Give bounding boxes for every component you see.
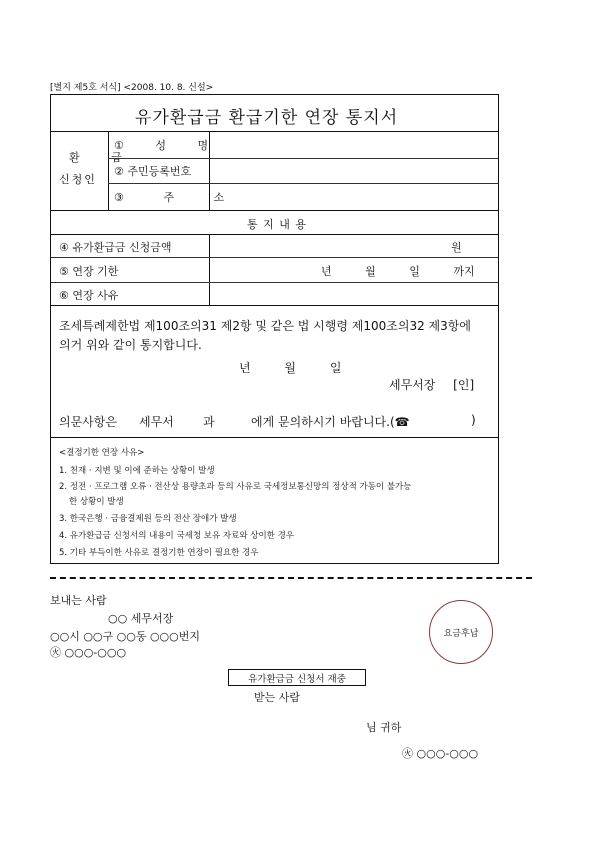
notice-col-divider (209, 234, 210, 305)
resident-no-field-label: ② 주민등록번호 (114, 165, 192, 178)
row-divider (51, 305, 498, 306)
applicant-label-line1: 환 급 (69, 151, 136, 164)
note-item: 4. 유가환급금 신청서의 내용이 국세청 보유 자료와 상이한 경우 (59, 531, 295, 541)
inquiry-close: ) (471, 413, 476, 427)
title-divider (51, 131, 498, 132)
cut-line (50, 577, 532, 579)
address-field-label: ③ 주 소 (114, 191, 225, 204)
inquiry-suffix: 에게 문의하시기 바랍니다.(☎ (251, 415, 410, 429)
sender-postcode: ㊋ ○○○-○○○ (50, 646, 127, 659)
form-header-note: [별지 제5호 서식] <2008. 10. 8. 신설> (50, 83, 214, 93)
resident-no-field[interactable] (211, 159, 497, 182)
reason-field[interactable] (211, 283, 497, 304)
note-item: 5. 기타 부득이한 사유로 결정기한 연장이 필요한 경우 (59, 548, 259, 558)
cover-label-text: 유가환급금 신청서 재중 (248, 673, 346, 685)
issuer-signature: 세무서장 [인] (389, 378, 475, 392)
recipient-honorific: 님 귀하 (366, 721, 402, 734)
deadline-value: 년 월 일 까지 (321, 265, 475, 278)
recipient-label: 받는 사람 (254, 691, 301, 704)
notes-divider (51, 437, 498, 438)
notice-body-line2: 의거 위와 같이 통지합니다. (59, 338, 202, 352)
sender-office: ○○ 세무서장 (108, 612, 174, 625)
row-divider (51, 210, 498, 211)
sender-label: 보내는 사람 (50, 594, 107, 607)
recipient-postcode: ㊋ ○○○-○○○ (402, 747, 479, 760)
note-item: 1. 천재 · 지변 및 이에 준하는 상황이 발생 (59, 466, 215, 476)
inquiry-prefix: 의문사항은 (59, 415, 117, 429)
notice-content-header: 통 지 내 용 (247, 218, 307, 231)
reason-label: ⑥ 연장 사유 (59, 289, 119, 302)
postage-stamp-text: 요금후납 (443, 628, 479, 639)
postage-stamp-circle (429, 600, 493, 664)
sender-address: ○○시 ○○구 ○○동 ○○○번지 (50, 630, 201, 643)
amount-label: ④ 유가환급금 신청금액 (59, 241, 172, 254)
deadline-label: ⑤ 연장 기한 (59, 265, 119, 278)
applicant-label-line2: 신청인 (59, 173, 97, 186)
note-item: 2. 정전 · 프로그램 오류 · 전산상 용량초과 등의 사유로 국세정보통신망의 정상적 가동이 불가능 (59, 482, 412, 492)
name-field[interactable] (211, 133, 497, 157)
inquiry-dept: 과 (203, 415, 215, 429)
inquiry-office: 세무서 (139, 415, 174, 429)
notice-form (50, 94, 499, 564)
note-item: 3. 한국은행 · 금융결제원 등의 전산 장애가 발생 (59, 514, 237, 524)
form-title: 유가환급금 환급기한 연장 통지서 (135, 108, 399, 128)
cover-label-box (228, 669, 366, 686)
notice-date: 년 월 일 (239, 361, 342, 375)
applicant-col-divider (108, 131, 109, 211)
name-field-label: ① 성 명 (114, 139, 209, 152)
address-field[interactable] (211, 184, 497, 209)
amount-unit: 원 (451, 241, 462, 254)
note-item: 한 상황이 발생 (69, 497, 124, 507)
notice-body-line1: 조세특례제한법 제100조의31 제2항 및 같은 법 시행령 제100조의32 제3항에 (59, 319, 471, 333)
notes-title: <결정기한 연장 사유> (59, 448, 145, 458)
